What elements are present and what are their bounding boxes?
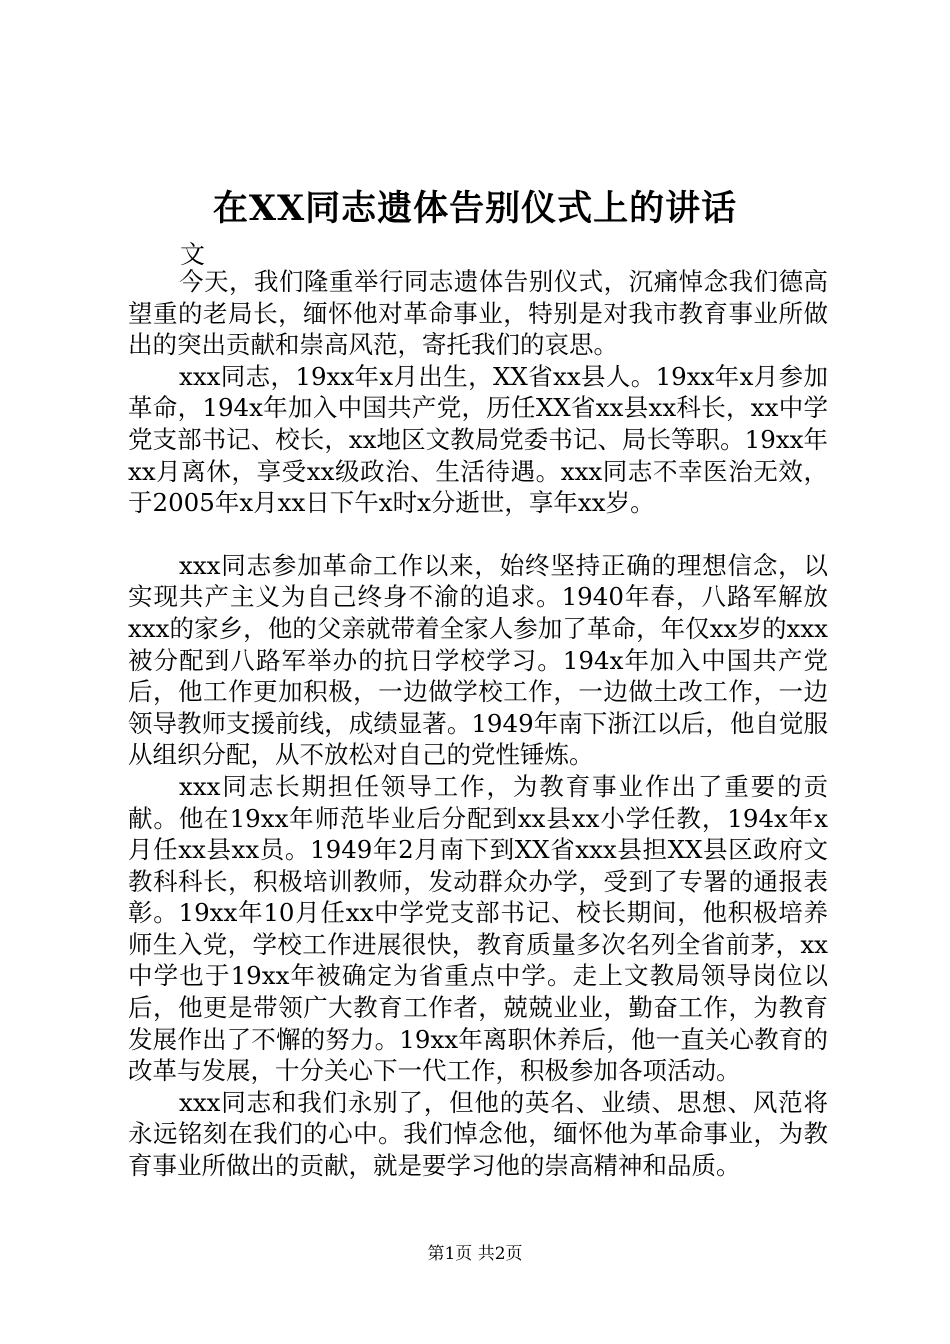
paragraph-biography: xxx同志，19xx年x月出生，XX省xx县人。19xx年x月参加革命，194x年加入中国共产党，历任XX省xx县xx科长，xx中学党支部书记、校长，xx地区文教局党委书记、局长等职。19xx年xx月离休，享受xx级政治、生活待遇。xxx同志不幸医治无效，于2005年x月xx日下午x时x分逝世，享年xx岁。 bbox=[128, 361, 828, 518]
document-body bbox=[128, 266, 828, 1182]
document-title: 在XX同志遗体告别仪式上的讲话 bbox=[212, 188, 738, 229]
page-number-footer: 第1页 共2页 bbox=[427, 1244, 523, 1264]
paragraph-revolutionary-work: xxx同志参加革命工作以来，始终坚持正确的理想信念，以实现共产主义为自己终身不渝的追求。1940年春，八路军解放xxx的家乡，他的父亲就带着全家人参加了革命，年仅xx岁的xxx被分配到八路军举办的抗日学校学习。194x年加入中国共产党后，他工作更加积极，一边做学校工作，一边做土改工作，一边领导教师支援前线，成绩显著。1949年南下浙江以后，他自觉服从组织分配，从不放松对自己的党性锤炼。 bbox=[128, 550, 828, 770]
paragraph-closing: xxx同志和我们永别了，但他的英名、业绩、思想、风范将永远铭刻在我们的心中。我们悼念他，缅怀他为革命事业，为教育事业所做出的贡献，就是要学习他的崇高精神和品质。 bbox=[128, 1087, 828, 1181]
paragraph-education-contributions: xxx同志长期担任领导工作，为教育事业作出了重要的贡献。他在19xx年师范毕业后分配到xx县xx小学任教，194x年x月任xx县xx员。1949年2月南下到XX省xxx县担XX县区政府文教科科长，积极培训教师，发动群众办学，受到了专署的通报表彰。19xx年10月任xx中学党支部书记、校长期间，他积极培养师生入党，学校工作进展很快，教育质量多次名列全省前茅，xx中学也于19xx年被确定为省重点中学。走上文教局领导岗位以后，他更是带领广大教育工作者，兢兢业业，勤奋工作，为教育发展作出了不懈的努力。19xx年离职休养后，他一直关心教育的改革与发展，十分关心下一代工作，积极参加各项活动。 bbox=[128, 771, 828, 1086]
paragraph-opening: 今天，我们隆重举行同志遗体告别仪式，沉痛悼念我们德高望重的老局长，缅怀他对革命事业，特别是对我市教育事业所做出的突出贡献和崇高风范，寄托我们的哀思。 bbox=[128, 267, 828, 360]
author-label: 文 bbox=[180, 240, 206, 269]
paragraph-spacer bbox=[128, 519, 828, 550]
